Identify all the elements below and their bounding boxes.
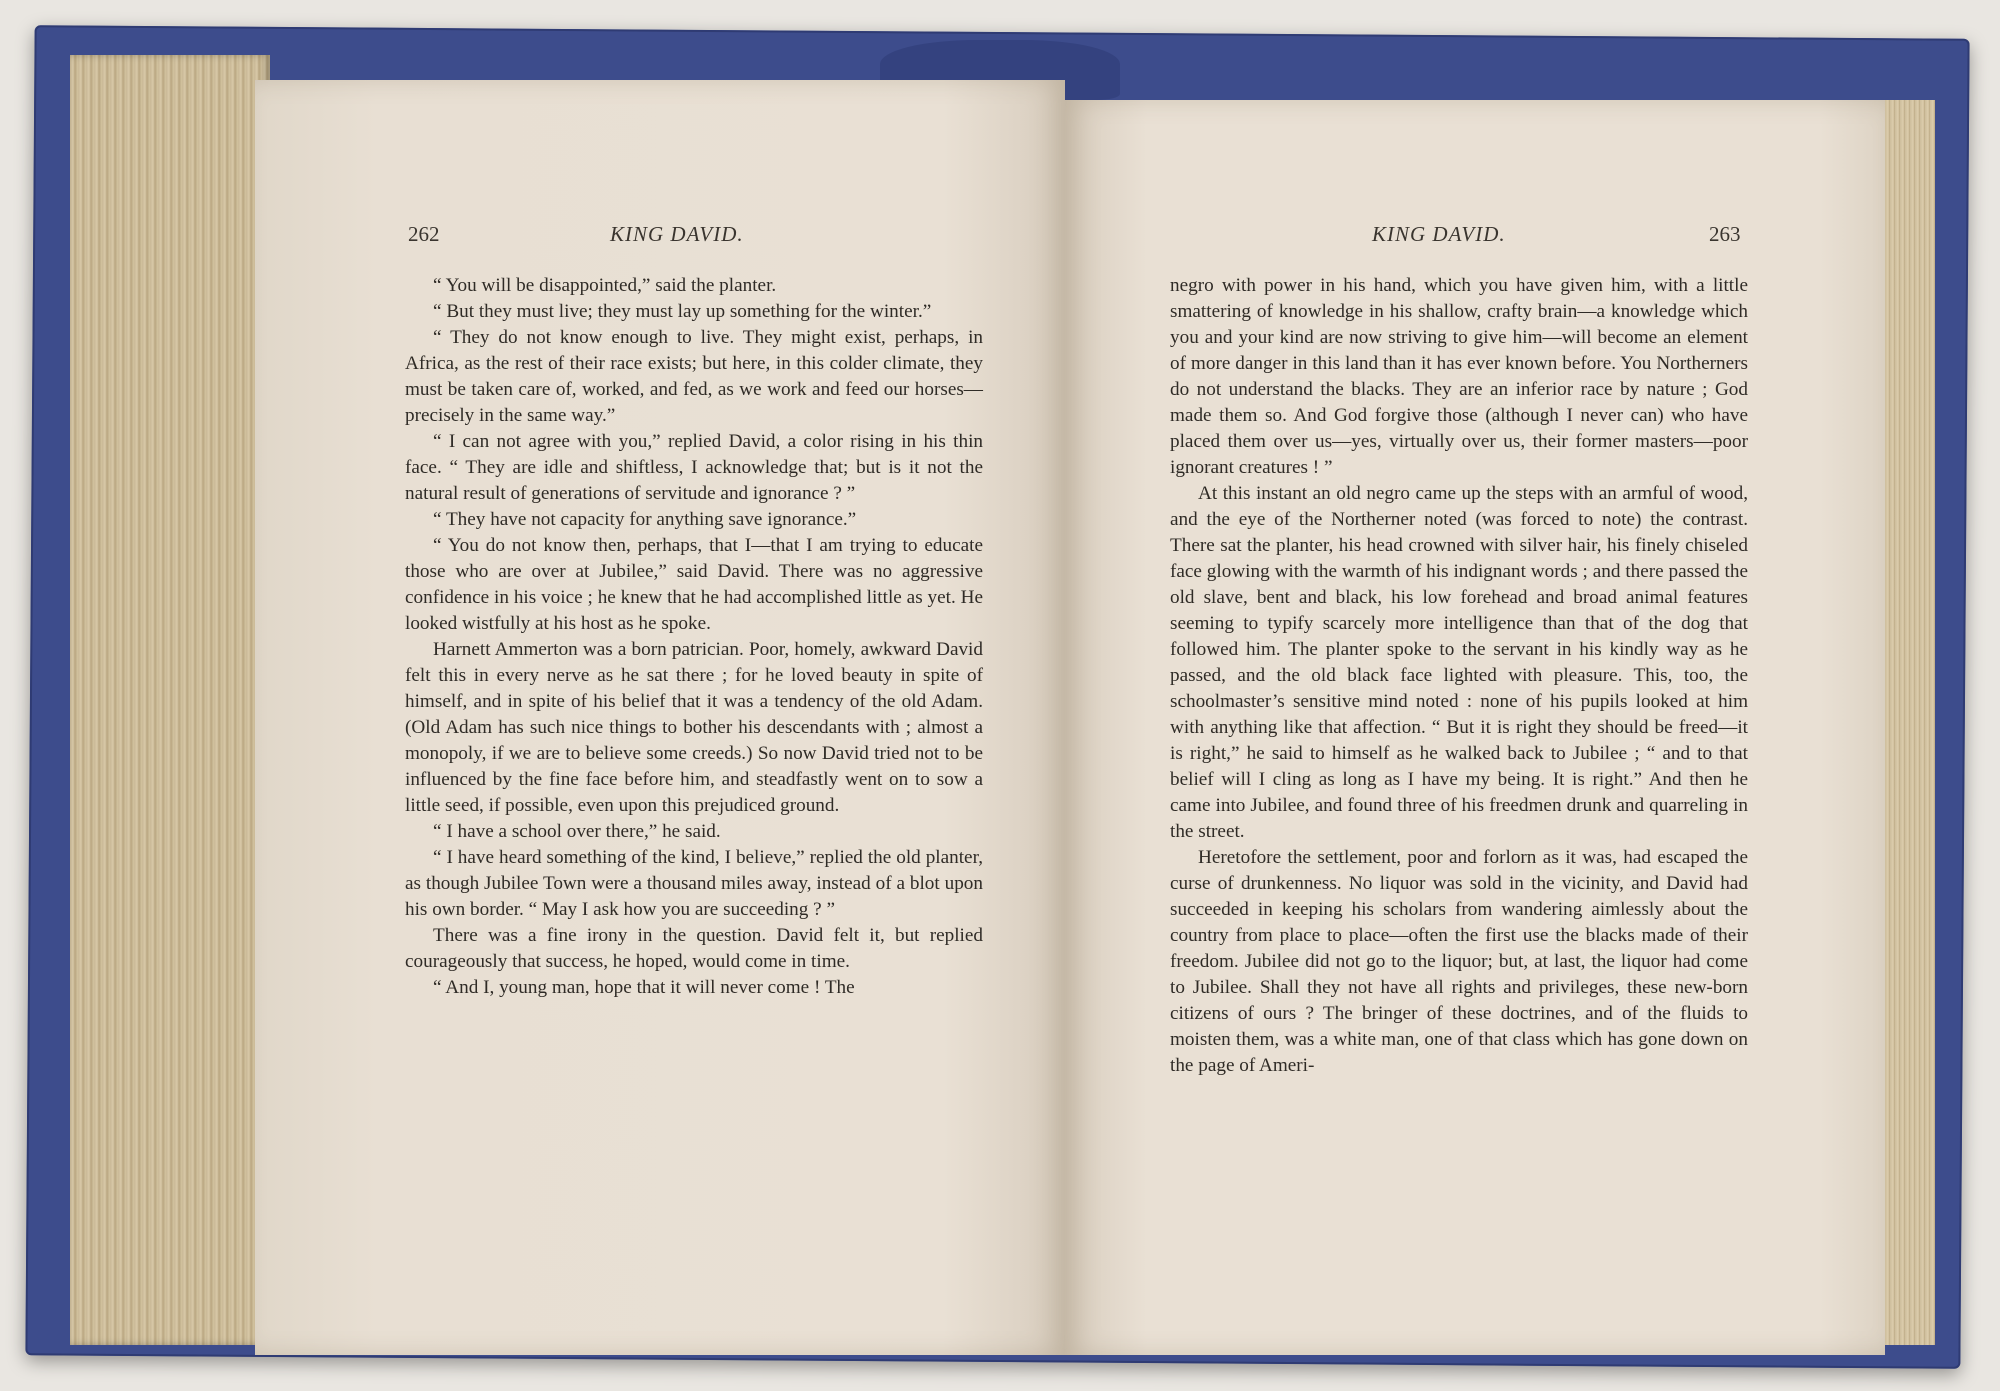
right-running-head: KING DAVID. xyxy=(1372,222,1506,246)
paragraph: “ I have a school over there,” he said. xyxy=(433,821,721,842)
page-edges-right xyxy=(1880,100,1935,1345)
left-page-number: 262 xyxy=(408,222,440,246)
paragraph: “ But they must live; they must lay up something for the winter.” xyxy=(433,301,932,322)
paragraph: “ You will be disappointed,” said the planter. xyxy=(433,275,777,296)
left-page-text xyxy=(405,273,983,1001)
paragraph: “ I can not agree with you,” replied David, a color rising in his thin face. “ They are idle and shiftless, I acknowledge that; but is it not the natural result of generations of servitude and ignorance ? ” xyxy=(405,431,983,504)
paragraph: “ They do not know enough to live. They might exist, perhaps, in Africa, as the rest of their race exists; but here, in this colder climate, they must be taken care of, worked, and fed, as we work and feed our horses—precisely in the same way.” xyxy=(405,327,983,426)
paragraph: negro with power in his hand, which you have given him, with a little smattering of knowledge in his shallow, crafty brain—a knowledge which you and your kind are now striving to give him—will become an element of more danger in this land than it has ever known before. You Northerners do not understand the blacks. They are an inferior race by nature ; God made them so. And God forgive those (although I never can) who have placed them over us—yes, virtually over us, their former masters—poor ignorant creatures ! ” xyxy=(1170,275,1748,478)
paragraph: Harnett Ammerton was a born patrician. Poor, homely, awkward David felt this in every nerve as he sat there ; for he loved beauty in spite of himself, and in spite of his belief that it was a tendency of the old Adam. (Old Adam has such nice things to bother his descendants with ; almost a monopoly, if we are to believe some creeds.) So now David tried not to be influenced by the fine face before him, and steadfastly went on to sow a little seed, if possible, even upon this prejudiced ground. xyxy=(405,639,983,816)
paragraph: “ You do not know then, perhaps, that I—that I am trying to educate those who are over at Jubilee,” said David. There was no aggressive confidence in his voice ; he knew that he had accomplished little as yet. He looked wistfully at his host as he spoke. xyxy=(405,535,983,634)
paragraph: At this instant an old negro came up the steps with an armful of wood, and the eye of the Northerner noted (was forced to note) the contrast. There sat the planter, his head crowned with silver hair, his finely chiseled face glowing with the warmth of his indignant words ; and there passed the old slave, bent and black, his low forehead and broad animal features seeming to typify scarcely more intelligence than that of the dog that followed him. The planter spoke to the servant in his kindly way as he passed, and the old black face lighted with pleasure. This, too, the schoolmaster’s sensitive mind noted : none of his pupils looked at him with anything like that affection. “ But it is right they should be freed—it is right,” he said to himself as he walked back to Jubilee ; “ and to that belief will I cling as long as I have my being. It is right.” And then he came into Jubilee, and found three of his freedmen drunk and quarreling in the street. xyxy=(1170,483,1748,842)
paragraph: “ They have not capacity for anything save ignorance.” xyxy=(433,509,857,530)
paragraph: “ And I, young man, hope that it will never come ! The xyxy=(433,977,855,998)
paragraph: Heretofore the settlement, poor and forlorn as it was, had escaped the curse of drunkenness. No liquor was sold in the vicinity, and David had succeeded in keeping his scholars from wandering aimlessly about the country from place to place—often the first use the blacks made of their freedom. Jubilee did not go to the liquor; but, at last, the liquor had come to Jubilee. Shall they not have all rights and privileges, these new-born citizens of ours ? The bringer of these doctrines, and of the fluids to moisten them, was a white man, one of that class which has gone down on the page of Ameri- xyxy=(1170,847,1748,1076)
left-running-head: KING DAVID. xyxy=(610,222,744,246)
right-page-number: 263 xyxy=(1709,222,1741,246)
right-page-text xyxy=(1170,273,1748,1079)
paragraph: “ I have heard something of the kind, I believe,” replied the old planter, as though Jubilee Town were a thousand miles away, instead of a blot upon his own border. “ May I ask how you are succeeding ? ” xyxy=(405,847,983,920)
paragraph: There was a fine irony in the question. David felt it, but replied courageously that success, he hoped, would come in time. xyxy=(405,925,983,972)
page-edges-left xyxy=(70,55,270,1345)
